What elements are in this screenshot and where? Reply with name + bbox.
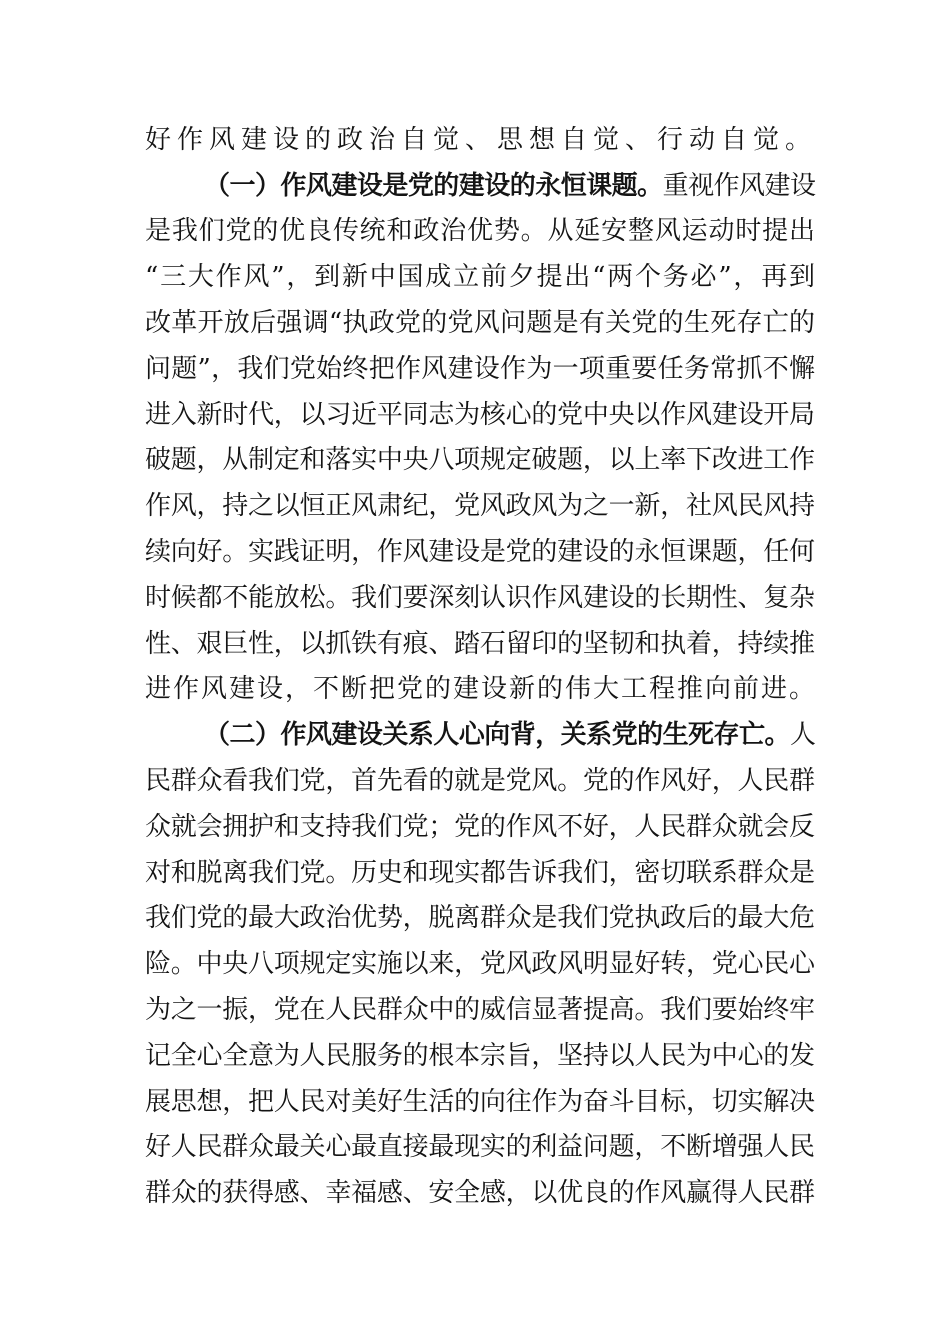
- section-2-heading: （二）作风建设关系人心向背，关系党的生死存亡。: [204, 720, 790, 750]
- text-line: 作风，持之以恒正风肃纪，党风政风为之一新，社风民风持: [145, 491, 815, 521]
- text-line: 群众的获得感、幸福感、安全感，以优良的作风赢得人民群: [145, 1178, 815, 1208]
- text-line: 我们党的最大政治优势，脱离群众是我们党执政后的最大危: [145, 903, 815, 933]
- text-line: 进入新时代，以习近平同志为核心的党中央以作风建设开局: [145, 400, 815, 430]
- text-line: 险。中央八项规定实施以来，党风政风明显好转，党心民心: [145, 949, 815, 979]
- text-line: 为之一振，党在人民群众中的威信显著提高。我们要始终牢: [145, 995, 815, 1025]
- section-2-first-line: [204, 713, 816, 757]
- text-line: 展思想，把人民对美好生活的向往作为奋斗目标，切实解决: [145, 1087, 815, 1117]
- section-1-heading: （一）作风建设是党的建设的永恒课题。: [204, 171, 663, 201]
- text-line: 众就会拥护和支持我们党；党的作风不好，人民群众就会反: [145, 812, 815, 842]
- text-line: 好人民群众最关心最直接最现实的利益问题，不断增强人民: [145, 1132, 815, 1162]
- text-line: 好作风建设的政治自觉、思想自觉、行动自觉。: [145, 125, 818, 155]
- section-1-lead-text: 重视作风建设: [662, 171, 816, 201]
- text-line: 时候都不能放松。我们要深刻认识作风建设的长期性、复杂: [145, 583, 815, 613]
- section-2-lead-text: 人: [789, 720, 816, 750]
- text-line: 记全心全意为人民服务的根本宗旨，坚持以人民为中心的发: [145, 1041, 815, 1071]
- section-1-first-line: [204, 164, 816, 208]
- text-line: 是我们党的优良传统和政治优势。从延安整风运动时提出: [145, 216, 816, 246]
- text-line: 对和脱离我们党。历史和现实都告诉我们，密切联系群众是: [145, 858, 815, 888]
- text-line: 问题”，我们党始终把作风建设作为一项重要任务常抓不懈: [145, 354, 816, 384]
- text-line: 改革开放后强调“执政党的党风问题是有关党的生死存亡的: [145, 308, 816, 338]
- text-line: 进作风建设，不断把党的建设新的伟大工程推向前进。: [145, 674, 817, 704]
- text-line: 民群众看我们党，首先看的就是党风。党的作风好，人民群: [145, 766, 815, 796]
- text-line: “三大作风”，到新中国成立前夕提出“两个务必”，再到: [145, 262, 817, 292]
- text-line: 续向好。实践证明，作风建设是党的建设的永恒课题，任何: [145, 537, 815, 567]
- text-line: 性、艰巨性，以抓铁有痕、踏石留印的坚韧和执着，持续推: [145, 629, 815, 659]
- text-line: 破题，从制定和落实中央八项规定破题，以上率下改进工作: [145, 445, 815, 475]
